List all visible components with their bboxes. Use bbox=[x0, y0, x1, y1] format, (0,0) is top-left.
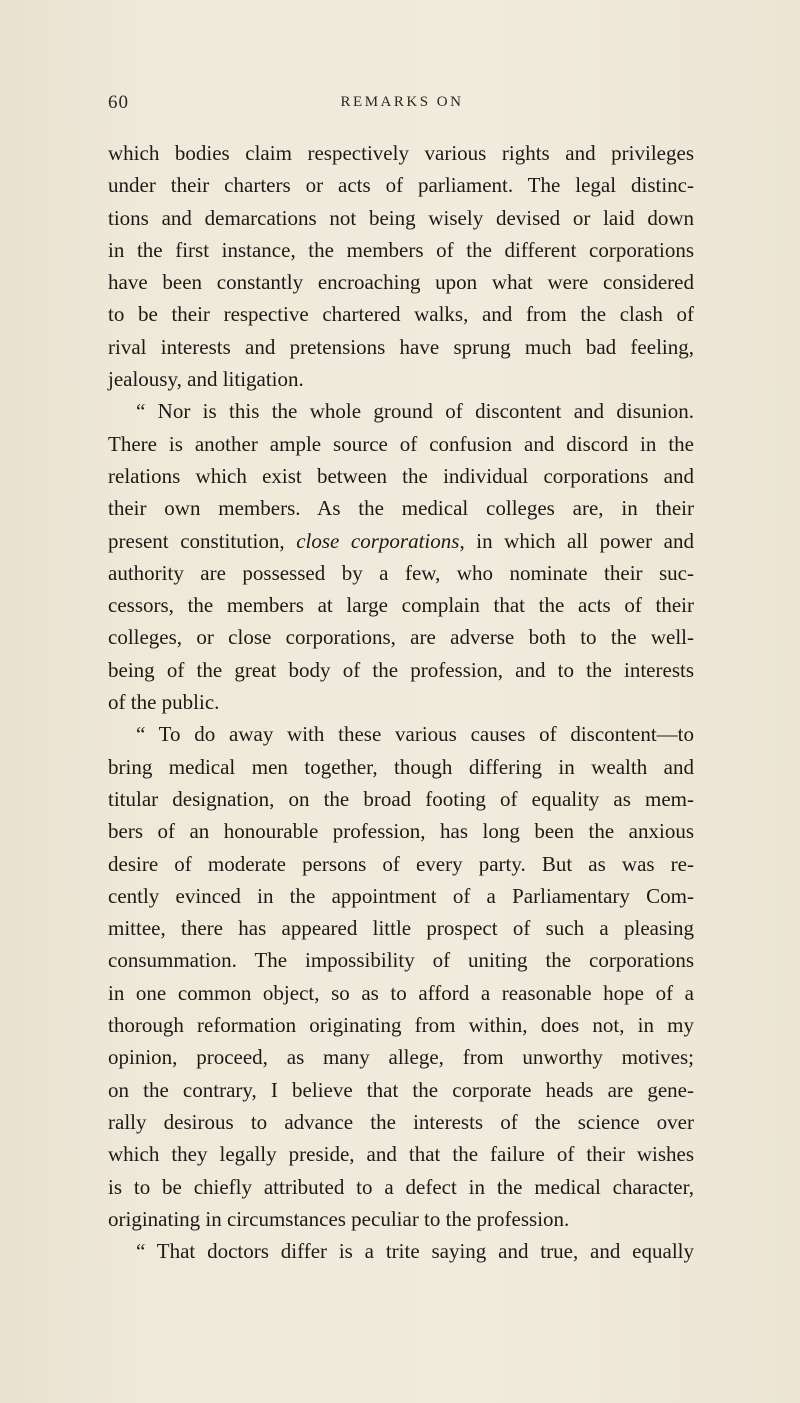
text-line: under their charters or acts of parliament. The legal distinc- bbox=[108, 173, 694, 198]
text-line: bers of an honourable profession, has long been the anxious bbox=[108, 819, 694, 844]
text-line: mittee, there has appeared little prospect of such a pleasing bbox=[108, 916, 694, 941]
text-line: There is another ample source of confusion and discord in the bbox=[108, 431, 694, 456]
text-line: of the public. bbox=[108, 690, 220, 715]
page-number: 60 bbox=[108, 92, 129, 113]
text-line: cently evinced in the appointment of a Parliamentary Com- bbox=[108, 883, 694, 908]
text-line: which they legally preside, and that the failure of their wishes bbox=[108, 1142, 694, 1167]
text-line: cessors, the members at large complain that the acts of their bbox=[108, 593, 694, 618]
text-line: have been constantly encroaching upon what were considered bbox=[108, 270, 694, 295]
text-line: authority are possessed by a few, who nominate their suc- bbox=[108, 560, 694, 585]
text-line: “ To do away with these various causes of discontent—to bbox=[136, 722, 694, 747]
running-head: REMARKS ON bbox=[340, 94, 464, 110]
text-line: to be their respective chartered walks, and from the clash of bbox=[108, 302, 694, 327]
text-line: is to be chiefly attributed to a defect in the medical character, bbox=[108, 1174, 694, 1199]
text-line: their own members. As the medical colleges are, in their bbox=[108, 496, 694, 521]
text-line: in the first instance, the members of the different corporations bbox=[108, 237, 694, 262]
text-line: rally desirous to advance the interests of the science over bbox=[108, 1109, 694, 1134]
text-line: “ Nor is this the whole ground of discontent and disunion. bbox=[136, 399, 694, 424]
text-line: titular designation, on the broad footing of equality as mem- bbox=[108, 786, 694, 811]
text-line: in one common object, so as to afford a reasonable hope of a bbox=[108, 980, 694, 1005]
text-line: “ That doctors differ is a trite saying and true, and equally bbox=[136, 1239, 694, 1264]
text-line: originating in circumstances peculiar to the profession. bbox=[108, 1206, 570, 1231]
text-line: opinion, proceed, as many allege, from unworthy motives; bbox=[108, 1045, 694, 1070]
text-line: colleges, or close corporations, are adverse both to the well- bbox=[108, 625, 694, 650]
text-line: which bodies claim respectively various rights and privileges bbox=[108, 141, 694, 165]
text-line: consummation. The impossibility of uniting the corporations bbox=[108, 948, 694, 973]
text-line: on the contrary, I believe that the corporate heads are gene- bbox=[108, 1077, 694, 1102]
text-line: being of the great body of the profession, and to the interests bbox=[108, 657, 694, 682]
text-line: thorough reformation originating from within, does not, in my bbox=[108, 1013, 694, 1038]
text-line: relations which exist between the individual corporations and bbox=[108, 463, 694, 488]
text-line: rival interests and pretensions have sprung much bad feeling, bbox=[108, 334, 694, 359]
body-text bbox=[108, 137, 694, 1267]
text-segment: present constitution, bbox=[108, 528, 297, 553]
text-line: jealousy, and litigation. bbox=[108, 367, 304, 392]
italic-phrase: close corporations bbox=[296, 528, 460, 553]
text-segment: , in which all power and bbox=[459, 528, 694, 553]
text-line-emphasis bbox=[108, 525, 694, 557]
text-line: bring medical men together, though differing in wealth and bbox=[108, 754, 694, 779]
page-header bbox=[108, 92, 696, 116]
text-line: desire of moderate persons of every party. But as was re- bbox=[108, 851, 694, 876]
text-line: tions and demarcations not being wisely devised or laid down bbox=[108, 205, 694, 230]
